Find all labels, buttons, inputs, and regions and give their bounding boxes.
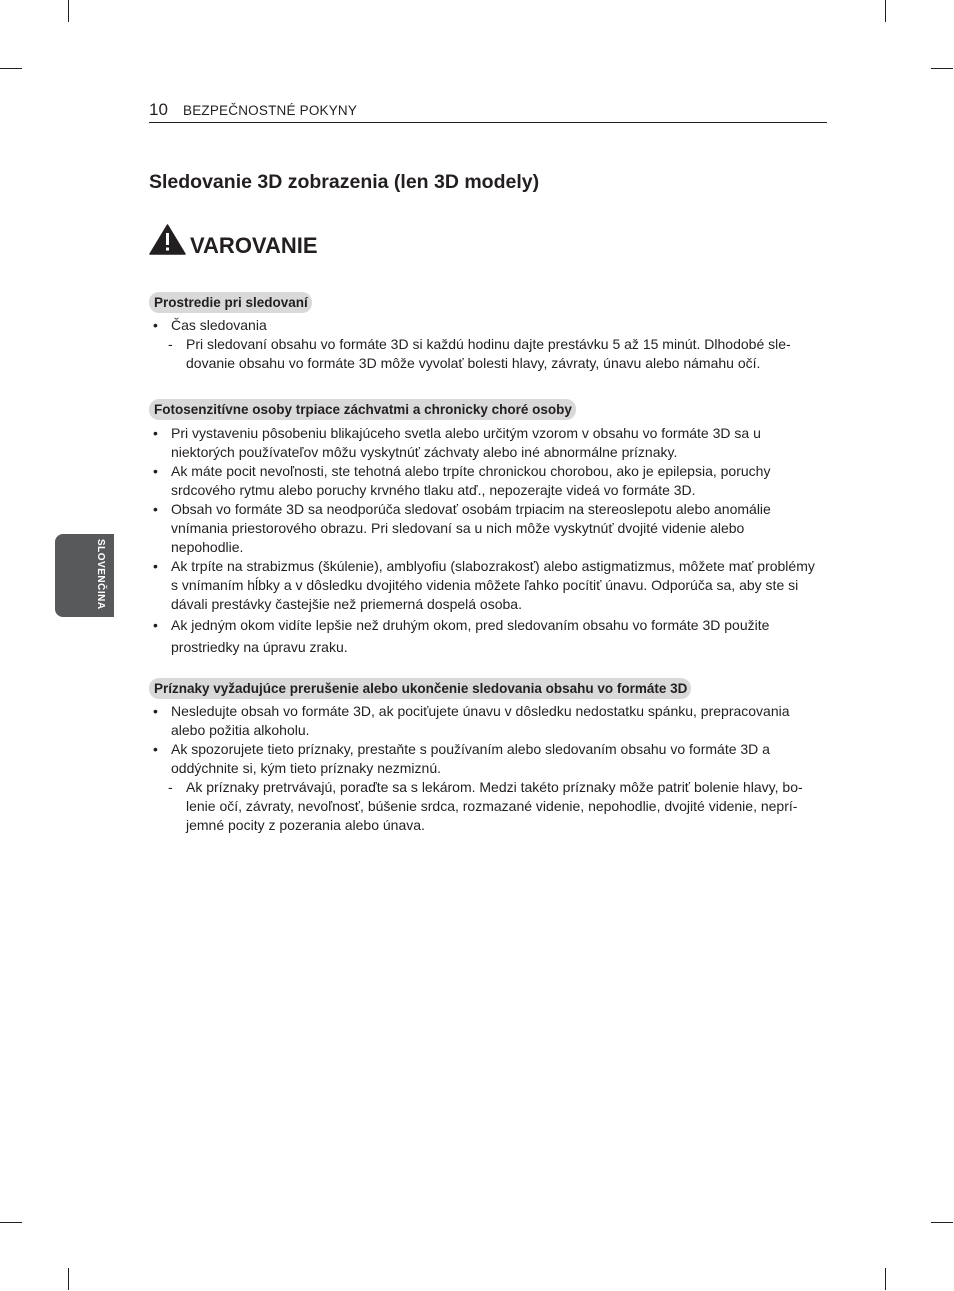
- list-item: • Ak trpíte na strabizmus (škúlenie), amblyofiu (slabozrakosť) alebo astigmatizmus, môžete mať problémy s vnímaním hĺbky a v dôsledku dvojitého videnia môžete ľahko pocítiť únavu. Odporúča sa, aby ste si dávali prestávky častejšie než priemerná dospelá osoba.: [153, 558, 815, 612]
- list-item: • Obsah vo formáte 3D sa neodporúča sledovať osobám trpiacim na stereoslepotu alebo anomálie vnímania priestorového obrazu. Pri sledovaní sa u nich môže vyskytnúť dvojité videnie alebo nepohodlie.: [153, 501, 771, 555]
- page-number: 10: [149, 100, 168, 119]
- crop-mark: [931, 68, 953, 69]
- section-heading: Príznaky vyžadujúce prerušenie alebo ukončenie sledovania obsahu vo formáte 3D: [149, 678, 691, 699]
- crop-mark: [68, 0, 69, 22]
- header-section-title: BEZPEČNOSTNÉ POKYNY: [183, 103, 358, 118]
- list-item: • Ak spozorujete tieto príznaky, prestaňte s používaním alebo sledovaním obsahu vo formáte 3D a oddýchnite si, kým tieto príznaky nezmiznú.: [153, 741, 770, 776]
- language-tab: [55, 534, 114, 617]
- warning-label: VAROVANIE: [190, 233, 318, 258]
- page-header: [149, 100, 827, 123]
- list-item: • Čas sledovania: [153, 317, 267, 333]
- crop-mark: [931, 1222, 953, 1223]
- crop-mark: [0, 68, 22, 69]
- list-item: • Pri vystaveniu pôsobeniu blikajúceho svetla alebo určitým vzorom v obsahu vo formáte 3D sa u niektorých používateľov môžu vyskytnúť záchvaty alebo iné abnormálne príznaky.: [153, 425, 761, 460]
- list-item: • Nesledujte obsah vo formáte 3D, ak pociťujete únavu v dôsledku nedostatku spánku, prepracovania alebo požitia alkoholu.: [153, 703, 790, 738]
- section-heading: Prostredie pri sledovaní: [149, 292, 312, 313]
- crop-mark: [885, 0, 886, 22]
- section-list: [149, 424, 839, 658]
- language-tab-label: SLOVENČINA: [95, 539, 106, 610]
- crop-mark: [885, 1268, 886, 1290]
- list-item: • Ak máte pocit nevoľnosti, ste tehotná alebo trpíte chronickou chorobou, ako je epilepsia, poruchy srdcového rytmu alebo poruchy krvného tlaku atď., nepozerajte videá vo formáte 3D.: [153, 463, 771, 498]
- section-list: [149, 702, 839, 835]
- section-heading: Fotosenzitívne osoby trpiace záchvatmi a chronicky choré osoby: [149, 399, 576, 420]
- crop-mark: [68, 1268, 69, 1290]
- list-item: - Ak príznaky pretrvávajú, poraďte sa s lekárom. Medzi takéto príznaky môže patriť bolenie hlavy, bo- lenie očí, závraty, nevoľnosť, búšenie srdca, rozmazané videnie, nepohodlie, dvojité videnie, neprí- jemné pocity z pozerania alebo únava.: [168, 779, 803, 833]
- list-item: - Pri sledovaní obsahu vo formáte 3D si každú hodinu dajte prestávku 5 až 15 minút. Dlhodobé sle- dovanie obsahu vo formáte 3D môže vyvolať bolesti hlavy, závraty, únavu alebo námahu očí.: [168, 336, 791, 371]
- page-title: Sledovanie 3D zobrazenia (len 3D modely): [149, 171, 540, 193]
- section-list: [149, 316, 839, 373]
- list-item: • Ak jedným okom vidíte lepšie než druhým okom, pred sledovaním obsahu vo formáte 3D použite prostriedky na úpravu zraku.: [153, 617, 770, 655]
- crop-mark: [0, 1222, 22, 1223]
- warning-triangle-icon: [149, 224, 186, 255]
